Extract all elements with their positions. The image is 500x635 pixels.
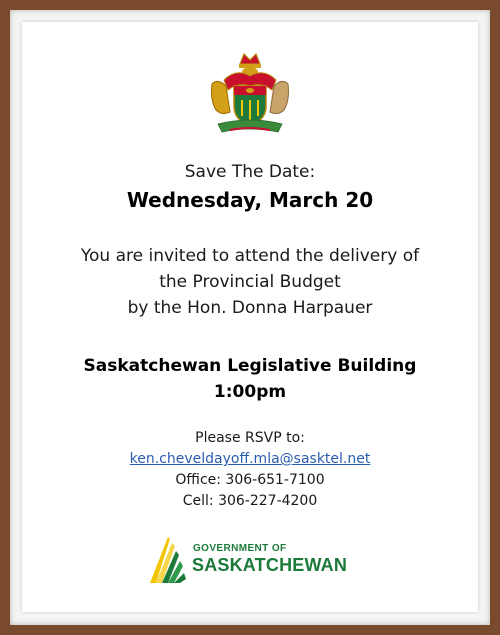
office-phone: Office: 306-651-7100: [175, 472, 325, 488]
government-of-label: GOVERNMENT OF: [193, 543, 287, 554]
event-venue: Saskatchewan Legislative Building: [83, 356, 417, 376]
invitation-text-line-2: the Provincial Budget: [159, 272, 341, 292]
coat-of-arms-icon: [206, 50, 294, 136]
event-date: Wednesday, March 20: [126, 188, 374, 212]
invitation-text-line-3: by the Hon. Donna Harpauer: [127, 298, 373, 318]
cell-phone: Cell: 306-227-4200: [182, 493, 318, 509]
invitation-text-line-1: You are invited to attend the delivery of: [80, 246, 420, 266]
rsvp-label: Please RSVP to:: [195, 430, 305, 446]
event-time: 1:00pm: [213, 382, 287, 402]
rsvp-email-link[interactable]: ken.cheveldayoff.mla@sasktel.net: [129, 451, 371, 467]
saskatchewan-wordmark: SASKATCHEWAN: [192, 555, 348, 575]
wheat-sheaf-icon: [148, 535, 188, 585]
save-the-date-label: Save The Date:: [184, 162, 316, 182]
